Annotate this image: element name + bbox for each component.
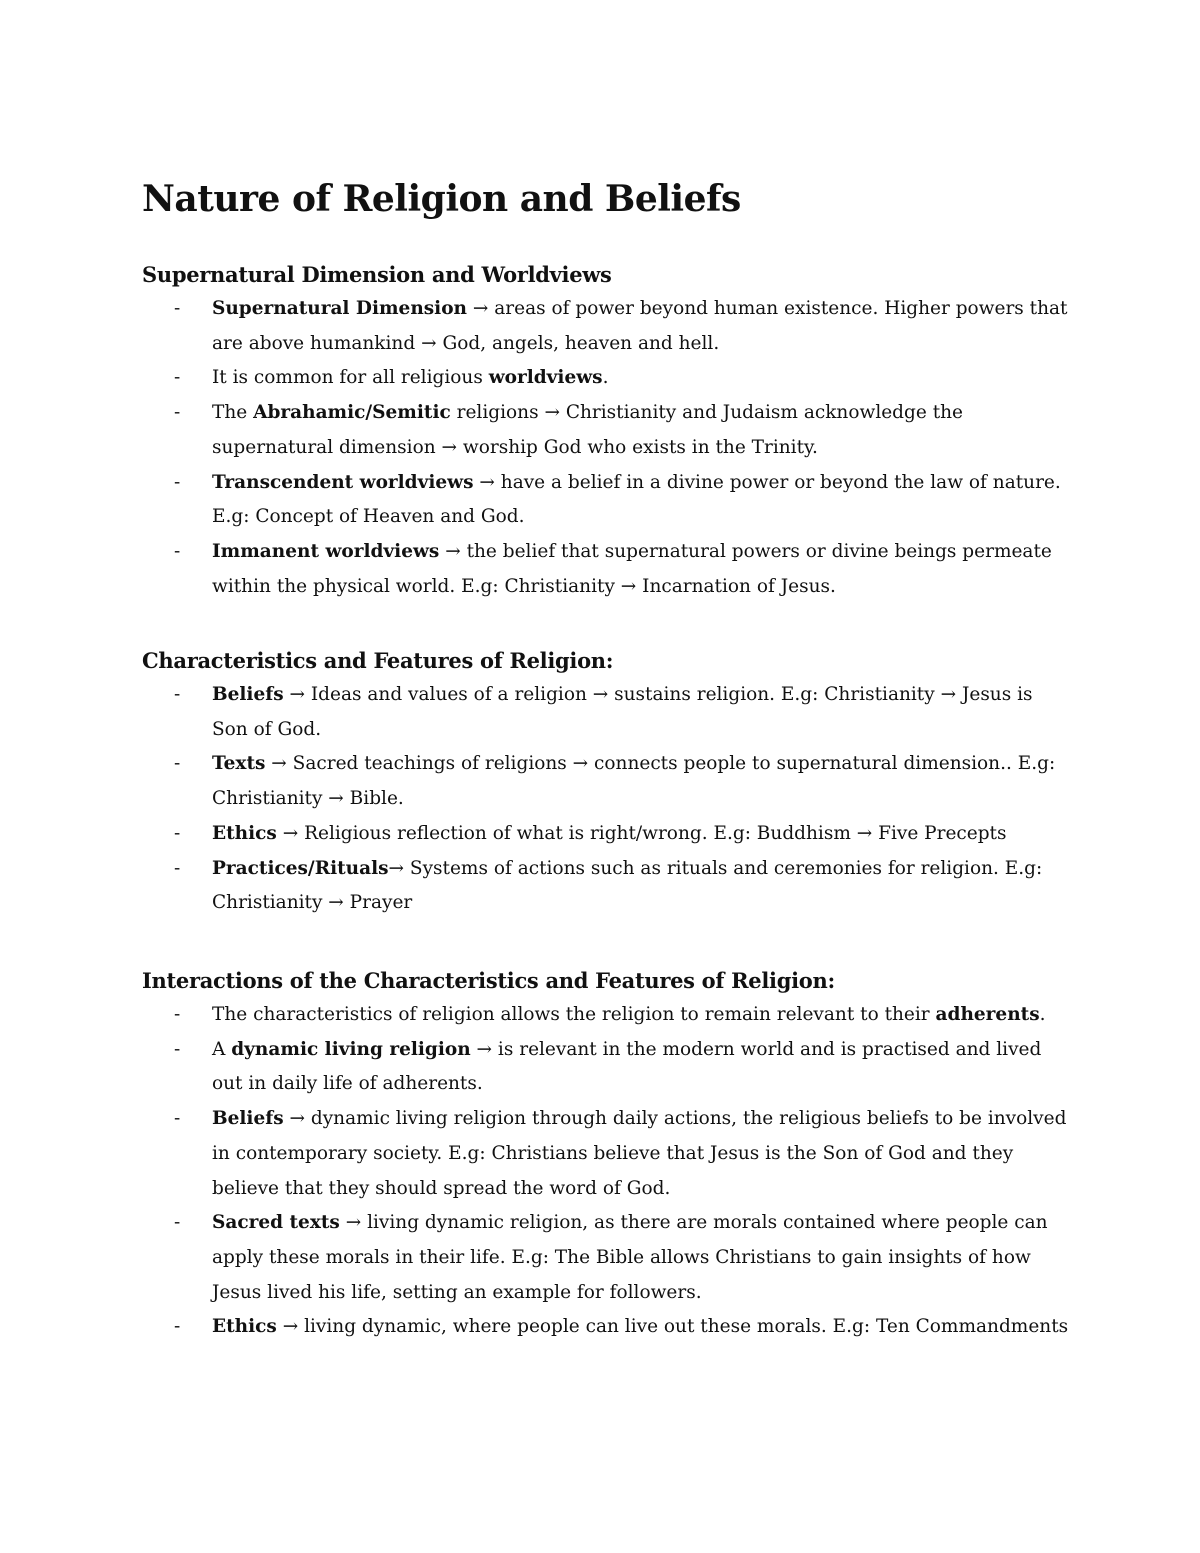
dash-bullet: - (174, 753, 181, 775)
bullet-list (142, 998, 1072, 1345)
item-text: → living dynamic religion, as there are morals contained where people can apply these morals in their life. E.g: The Bible allows Christians to gain insights of how Jesus lived his life, setting an example for followers. (212, 1212, 1048, 1303)
list-item (142, 361, 1072, 396)
dash-bullet: - (174, 857, 181, 879)
list-item (142, 466, 1072, 535)
item-term: Texts (212, 753, 266, 775)
dash-bullet: - (174, 367, 181, 389)
item-text: → dynamic living religion through daily actions, the religious beliefs to be involved in contemporary society. E.g: Christians believe that Jesus is the Son of God and they believe that they should spread the word of God. (212, 1108, 1067, 1199)
item-term: Immanent worldviews (212, 540, 440, 562)
dash-bullet: - (174, 471, 181, 493)
section-heading: Interactions of the Characteristics and Features of Religion: (142, 968, 835, 993)
item-text: → have a belief in a divine power or beyond the law of nature. E.g: Concept of Heaven and God. (212, 471, 1061, 528)
section-characteristics-features (142, 644, 1072, 921)
dash-bullet: - (174, 1212, 181, 1234)
dash-bullet: - (174, 1004, 181, 1025)
list-item (142, 1102, 1072, 1206)
item-prefix: A (212, 1038, 232, 1060)
list-item (142, 1033, 1072, 1102)
item-term: Supernatural Dimension (212, 298, 467, 319)
dash-bullet: - (174, 1038, 181, 1060)
dash-bullet: - (174, 540, 181, 562)
item-term: Sacred texts (212, 1212, 340, 1234)
item-term: adherents (935, 1004, 1040, 1025)
list-item (142, 396, 1072, 465)
list-item (142, 998, 1072, 1033)
item-term: Practices/Rituals (212, 857, 389, 879)
item-text: → living dynamic, where people can live out these morals. E.g: Ten Commandments (276, 1316, 1069, 1338)
list-item (142, 292, 1072, 361)
list-item (142, 852, 1072, 921)
section-interactions (142, 964, 1072, 1345)
list-item (142, 817, 1072, 852)
list-item (142, 747, 1072, 816)
item-term: Ethics (212, 822, 277, 844)
item-text: → the belief that supernatural powers or divine beings permeate within the physical world. E.g: Christianity → Incarnation of Jesus. (212, 540, 1052, 597)
item-text: religions → Christianity and Judaism acknowledge the supernatural dimension → worship God who exists in the Trinity. (212, 402, 963, 458)
item-text: → areas of power beyond human existence. Higher powers that are above humankind → God, angels, heaven and hell. (212, 298, 1068, 354)
item-text: → is relevant in the modern world and is practised and lived out in daily life of adherents. (212, 1038, 1042, 1095)
item-term: dynamic living religion (231, 1038, 471, 1060)
item-term: Beliefs (212, 1108, 284, 1130)
dash-bullet: - (174, 1108, 181, 1130)
list-item (142, 1310, 1072, 1345)
item-prefix: It is common for all religious (212, 367, 489, 389)
item-text: . (602, 367, 609, 389)
section-heading: Characteristics and Features of Religion: (142, 648, 614, 673)
item-text: → Ideas and values of a religion → sustains religion. E.g: Christianity → Jesus is Son of God. (212, 684, 1033, 740)
dash-bullet: - (174, 1316, 181, 1338)
item-prefix: The characteristics of religion allows the religion to remain relevant to their (212, 1004, 936, 1025)
dash-bullet: - (174, 822, 181, 844)
bullet-list (142, 292, 1072, 604)
item-prefix: The (212, 402, 254, 424)
list-item (142, 1206, 1072, 1310)
dash-bullet: - (174, 402, 181, 424)
item-term: Abrahamic/Semitic (253, 402, 451, 424)
bullet-list (142, 678, 1072, 921)
list-item (142, 535, 1072, 604)
item-text: → Sacred teachings of religions → connects people to supernatural dimension.. E.g: Christianity → Bible. (212, 753, 1056, 810)
dash-bullet: - (174, 298, 181, 319)
item-term: worldviews (488, 367, 603, 389)
document-title: Nature of Religion and Beliefs (142, 178, 741, 220)
list-item (142, 678, 1072, 747)
item-term: Ethics (212, 1316, 277, 1338)
item-text: → Religious reflection of what is right/wrong. E.g: Buddhism → Five Precepts (276, 822, 1007, 844)
item-text: . (1039, 1004, 1046, 1025)
item-term: Beliefs (212, 684, 284, 705)
section-supernatural-dimension (142, 258, 1072, 604)
item-text: → Systems of actions such as rituals and ceremonies for religion. E.g: Christianity → Prayer (212, 857, 1043, 914)
section-heading: Supernatural Dimension and Worldviews (142, 262, 612, 287)
item-term: Transcendent worldviews (212, 471, 474, 493)
dash-bullet: - (174, 684, 181, 705)
